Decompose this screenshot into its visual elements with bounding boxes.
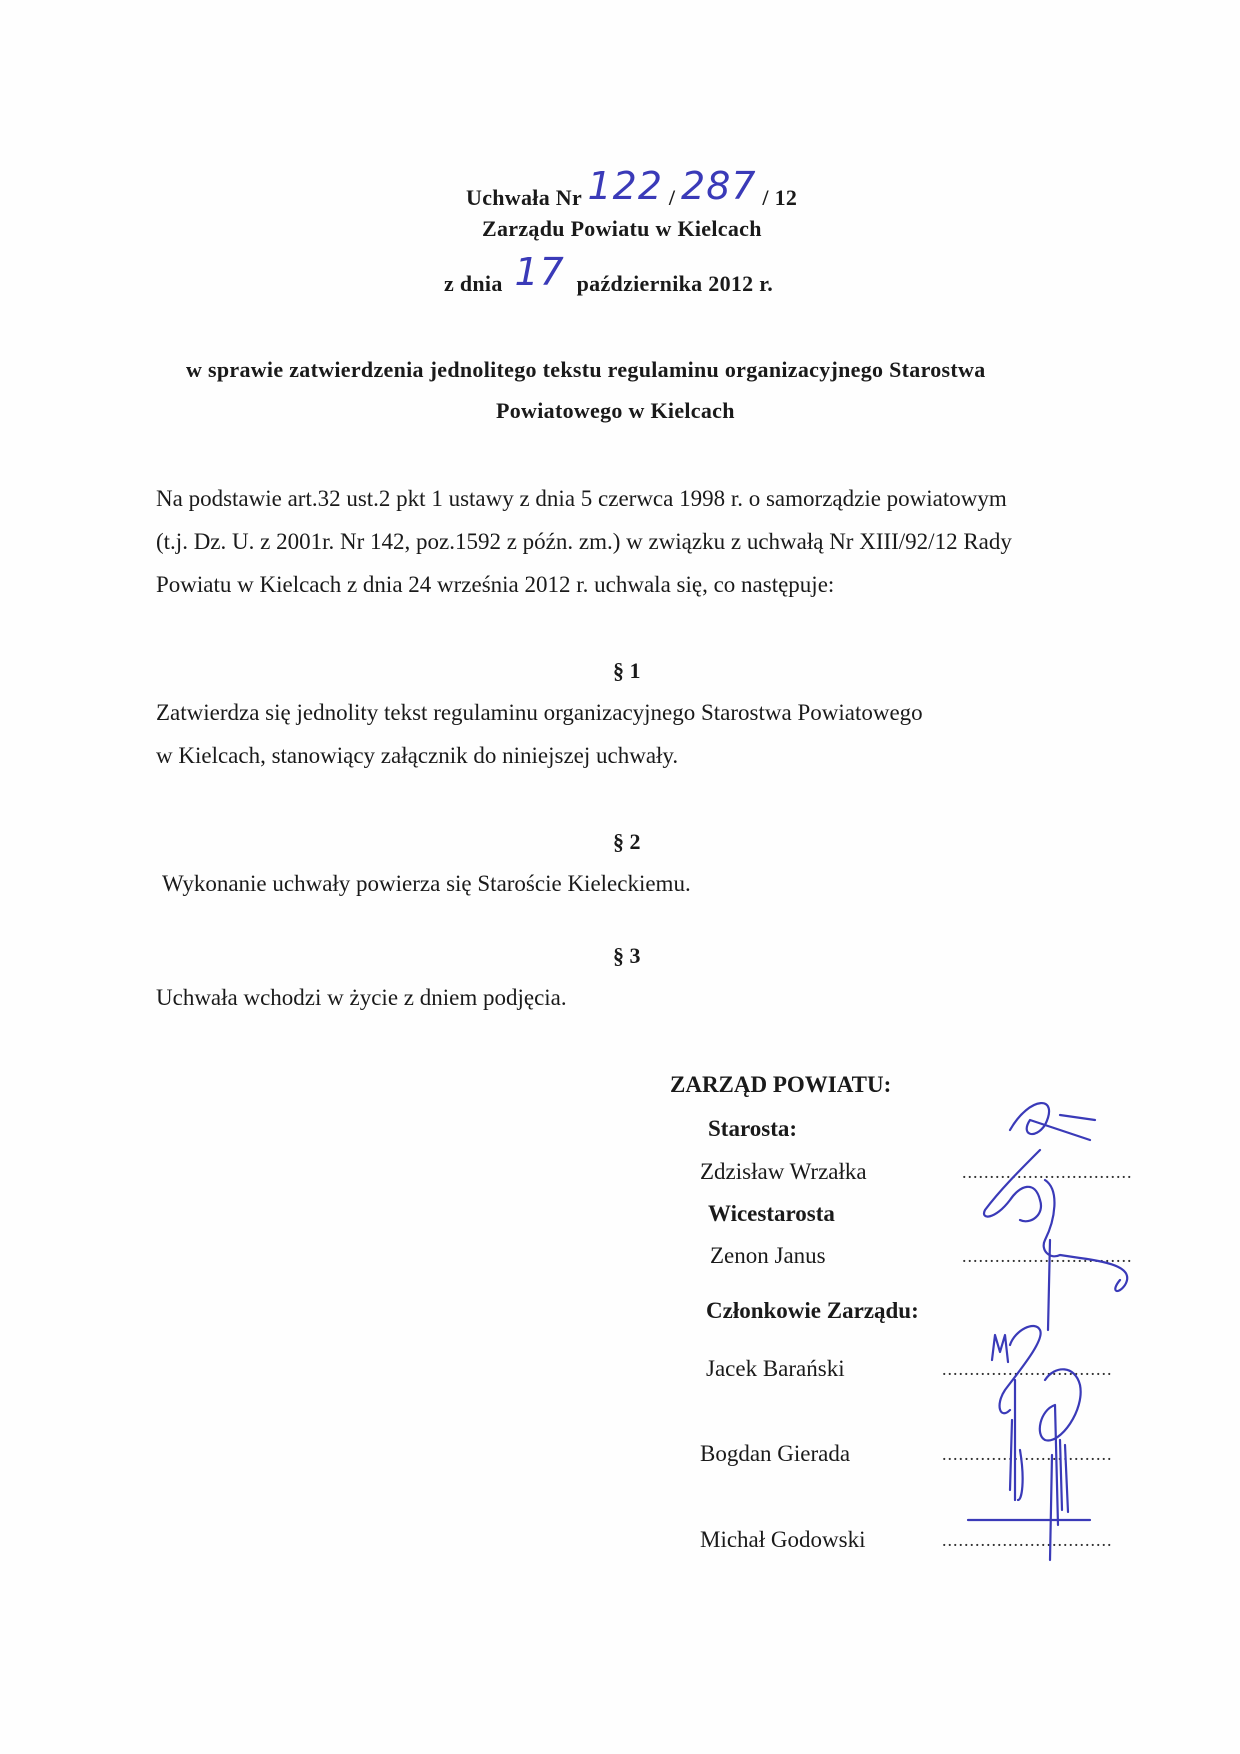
section-3-mark: § 3 xyxy=(613,943,641,968)
resolution-number-year: 12 xyxy=(774,185,798,210)
member-signature-line-gierada: ............................... xyxy=(942,1444,1113,1464)
member-signature-line-godowski: ............................... xyxy=(942,1530,1113,1550)
issuing-body: Zarządu Powiatu w Kielcach xyxy=(482,216,762,241)
handwritten-resolution-number-b: 287 xyxy=(681,164,757,208)
preamble-line-3: Powiatu w Kielcach z dnia 24 września 2012 r. uchwala się, co następuje: xyxy=(156,572,835,597)
starosta-title: Starosta: xyxy=(708,1116,798,1141)
section-1-line-1: Zatwierdza się jednolity tekst regulaminu organizacyjnego Starostwa Powiatowego xyxy=(156,700,923,725)
wicestarosta-signature-line: ............................... xyxy=(962,1246,1133,1266)
member-name-gierada: Bogdan Gierada xyxy=(700,1441,851,1466)
starosta-name: Zdzisław Wrzałka xyxy=(700,1159,867,1184)
resolution-number-separator-1: / xyxy=(668,185,676,210)
section-3-line-1: Uchwała wchodzi w życie z dniem podjęcia. xyxy=(156,985,567,1010)
subject-line-2: Powiatowego w Kielcach xyxy=(496,398,735,423)
wicestarosta-name: Zenon Janus xyxy=(710,1243,826,1268)
section-1-line-2: w Kielcach, stanowiący załącznik do niniejszej uchwały. xyxy=(156,743,679,768)
resolution-number-separator-2: / xyxy=(762,185,769,210)
member-name-godowski: Michał Godowski xyxy=(700,1527,866,1552)
board-heading: ZARZĄD POWIATU: xyxy=(670,1072,892,1097)
starosta-signature-line: ............................... xyxy=(962,1162,1133,1182)
section-1-mark: § 1 xyxy=(613,658,641,683)
baranski-signature xyxy=(992,1326,1041,1500)
resolution-date-line xyxy=(444,250,774,300)
date-suffix: października 2012 r. xyxy=(576,271,774,296)
section-2-mark: § 2 xyxy=(613,829,641,854)
resolution-number-label: Uchwała Nr xyxy=(466,185,582,210)
section-2-line-1: Wykonanie uchwały powierza się Staroście Kieleckiemu. xyxy=(162,871,691,896)
preamble-line-1: Na podstawie art.32 ust.2 pkt 1 ustawy z dnia 5 czerwca 1998 r. o samorządzie powiatowym xyxy=(156,486,1007,511)
handwritten-resolution-number-a: 122 xyxy=(587,164,663,208)
preamble-line-2: (t.j. Dz. U. z 2001r. Nr 142, poz.1592 z późn. zm.) w związku z uchwałą Nr XIII/92/12 Rady xyxy=(156,529,1012,554)
wicestarosta-title: Wicestarosta xyxy=(708,1201,835,1226)
date-prefix: z dnia xyxy=(444,271,503,296)
member-name-baranski: Jacek Barański xyxy=(706,1356,845,1381)
handwritten-day: 17 xyxy=(514,250,565,294)
member-signature-line-baranski: ............................... xyxy=(942,1359,1113,1379)
resolution-number-line xyxy=(466,164,798,214)
subject-line-1: w sprawie zatwierdzenia jednolitego tekstu regulaminu organizacyjnego Starostwa xyxy=(186,357,986,382)
members-title: Członkowie Zarządu: xyxy=(706,1298,919,1323)
